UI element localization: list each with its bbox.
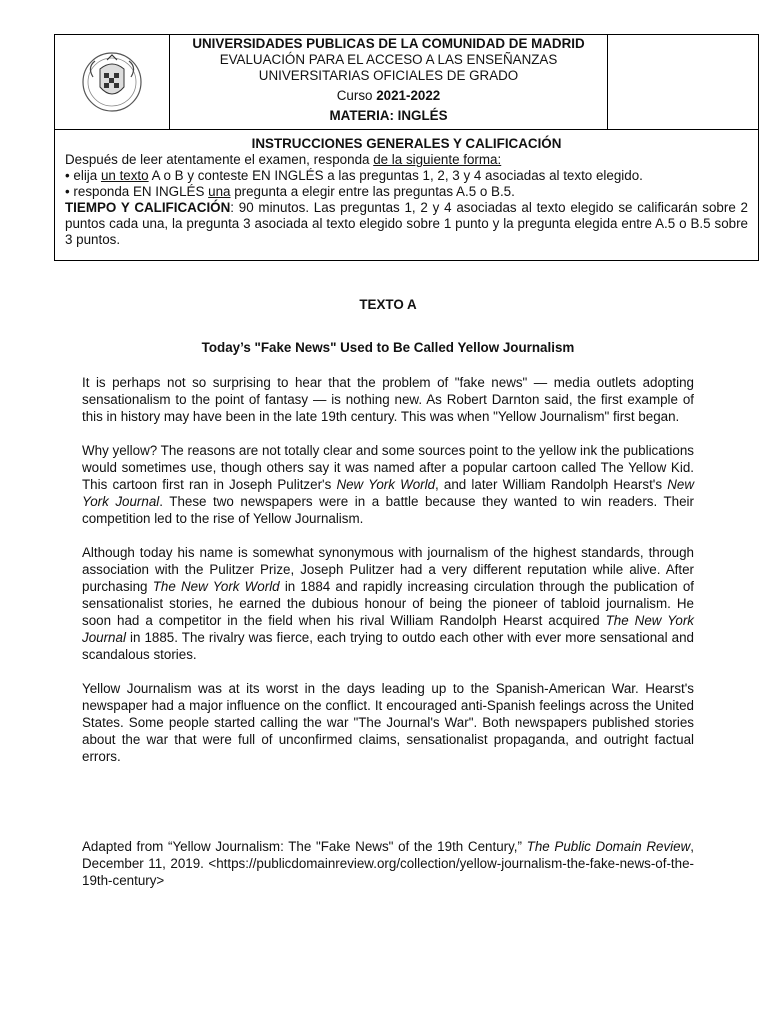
evaluation-line-1: EVALUACIÓN PARA EL ACCESO A LAS ENSEÑANZAS <box>219 52 558 67</box>
paragraph-3 <box>82 544 694 663</box>
exam-header <box>54 34 759 261</box>
header-title-row <box>55 35 758 130</box>
source-citation <box>82 838 694 889</box>
source-c: , December 11, 2019. <https://publicdomainreview.org/collection/yellow-journalism-the-fake-news-of-the-19th-century> <box>82 839 694 888</box>
instructions-bullet-1 <box>65 168 748 184</box>
timing-label: TIEMPO Y CALIFICACIÓN <box>65 200 231 215</box>
p3-italic-2: The New York Journal <box>82 613 694 645</box>
course-label: Curso <box>336 88 377 103</box>
p3-a: Although today his name is somewhat synonymous with journalism of the highest standards, through association with the Pulitzer Prize, Joseph Pulitzer had a very different reputation while alive. After purchasing <box>82 545 694 594</box>
p2-italic-1: New York World <box>336 477 436 492</box>
blank-cell <box>607 35 758 129</box>
subject: MATERIA: INGLÉS <box>329 108 448 123</box>
bullet1-c: A o B y conteste EN INGLÉS a las preguntas 1, 2, 3 y 4 asociadas al texto elegido. <box>148 168 643 183</box>
course-line <box>170 88 607 104</box>
p2-a: Why yellow? The reasons are not totally clear and some sources point to the yellow ink the publications would sometimes use, though others say it was named after a popular cartoon called The Yellow Kid. This cartoon first ran in Joseph Pulitzer's <box>82 443 694 492</box>
text-a-section <box>82 296 694 906</box>
evaluation-line-2: UNIVERSITARIAS OFICIALES DE GRADO <box>258 68 519 83</box>
p3-c: in 1884 and rapidly increasing circulation through the publication of sensationalist stories, he earned the dubious honour of being the pioneer of tabloid journalism. He soon had a competitor in the field when his rival William Randolph Hearst acquired <box>82 579 695 628</box>
p2-c: , and later William Randolph Hearst's <box>435 477 668 492</box>
timing-text: : 90 minutos. Las preguntas 1, 2 y 4 asociadas al texto elegido se calificarán sobre 2 puntos cada una, la pregunta 3 asociada al texto elegido sobre 1 punto y la pregunta elegida entre A.5 o B.5 sobre 3 puntos. <box>65 200 748 247</box>
p2-italic-2: New York Journal <box>82 477 695 509</box>
university-name: UNIVERSIDADES PUBLICAS DE LA COMUNIDAD DE MADRID <box>192 36 585 51</box>
bullet2-underlined: una <box>208 184 231 199</box>
p3-italic-1: The New York World <box>152 579 280 594</box>
intro-text: Después de leer atentamente el examen, responda <box>65 152 374 167</box>
instructions-intro <box>65 152 748 168</box>
instructions <box>55 130 758 260</box>
p2-e: . These two newspapers were in a battle because they wanted to win readers. Their competition led to the rise of Yellow Journalism. <box>82 494 694 526</box>
instructions-bullet-2 <box>65 184 748 200</box>
university-crest-icon <box>81 47 143 117</box>
source-italic: The Public Domain Review <box>526 839 691 854</box>
text-label: TEXTO A <box>359 297 417 312</box>
bullet2-c: pregunta a elegir entre las preguntas A.5 o B.5. <box>230 184 515 199</box>
source-a: Adapted from “Yellow Journalism: The "Fake News" of the 19th Century,” <box>82 839 527 854</box>
instructions-heading: INSTRUCCIONES GENERALES Y CALIFICACIÓN <box>251 136 562 151</box>
bullet1-a: • elija <box>65 168 101 183</box>
instructions-timing <box>65 200 748 248</box>
paragraph-4: Yellow Journalism was at its worst in the days leading up to the Spanish-American War. Hearst's newspaper had a major influence on the conflict. It encouraged anti-Spanish feelings across the United States. Some people started calling the war "The Journal's War". Both newspapers published stories about the war that were full of unconfirmed claims, sensationalist propaganda, and outright factual errors. <box>82 681 694 764</box>
p3-e: in 1885. The rivalry was fierce, each trying to outdo each other with ever more sensational and scandalous stories. <box>82 630 694 662</box>
bullet2-a: • responda EN INGLÉS <box>65 184 209 199</box>
intro-underlined: de la siguiente forma: <box>373 152 502 167</box>
header-title <box>170 35 607 129</box>
bullet1-underlined: un texto <box>100 168 149 183</box>
article-title: Today’s "Fake News" Used to Be Called Yellow Journalism <box>201 340 575 355</box>
paragraph-1: It is perhaps not so surprising to hear that the problem of "fake news" — media outlets adopting sensationalism to the point of fantasy — is nothing new. As Robert Darnton said, the first example of this in history may have been in the late 19th century. This was when "Yellow Journalism" first began. <box>82 375 694 424</box>
paragraph-2 <box>82 442 694 527</box>
course-value: 2021-2022 <box>376 88 441 103</box>
logo-cell <box>55 35 170 129</box>
